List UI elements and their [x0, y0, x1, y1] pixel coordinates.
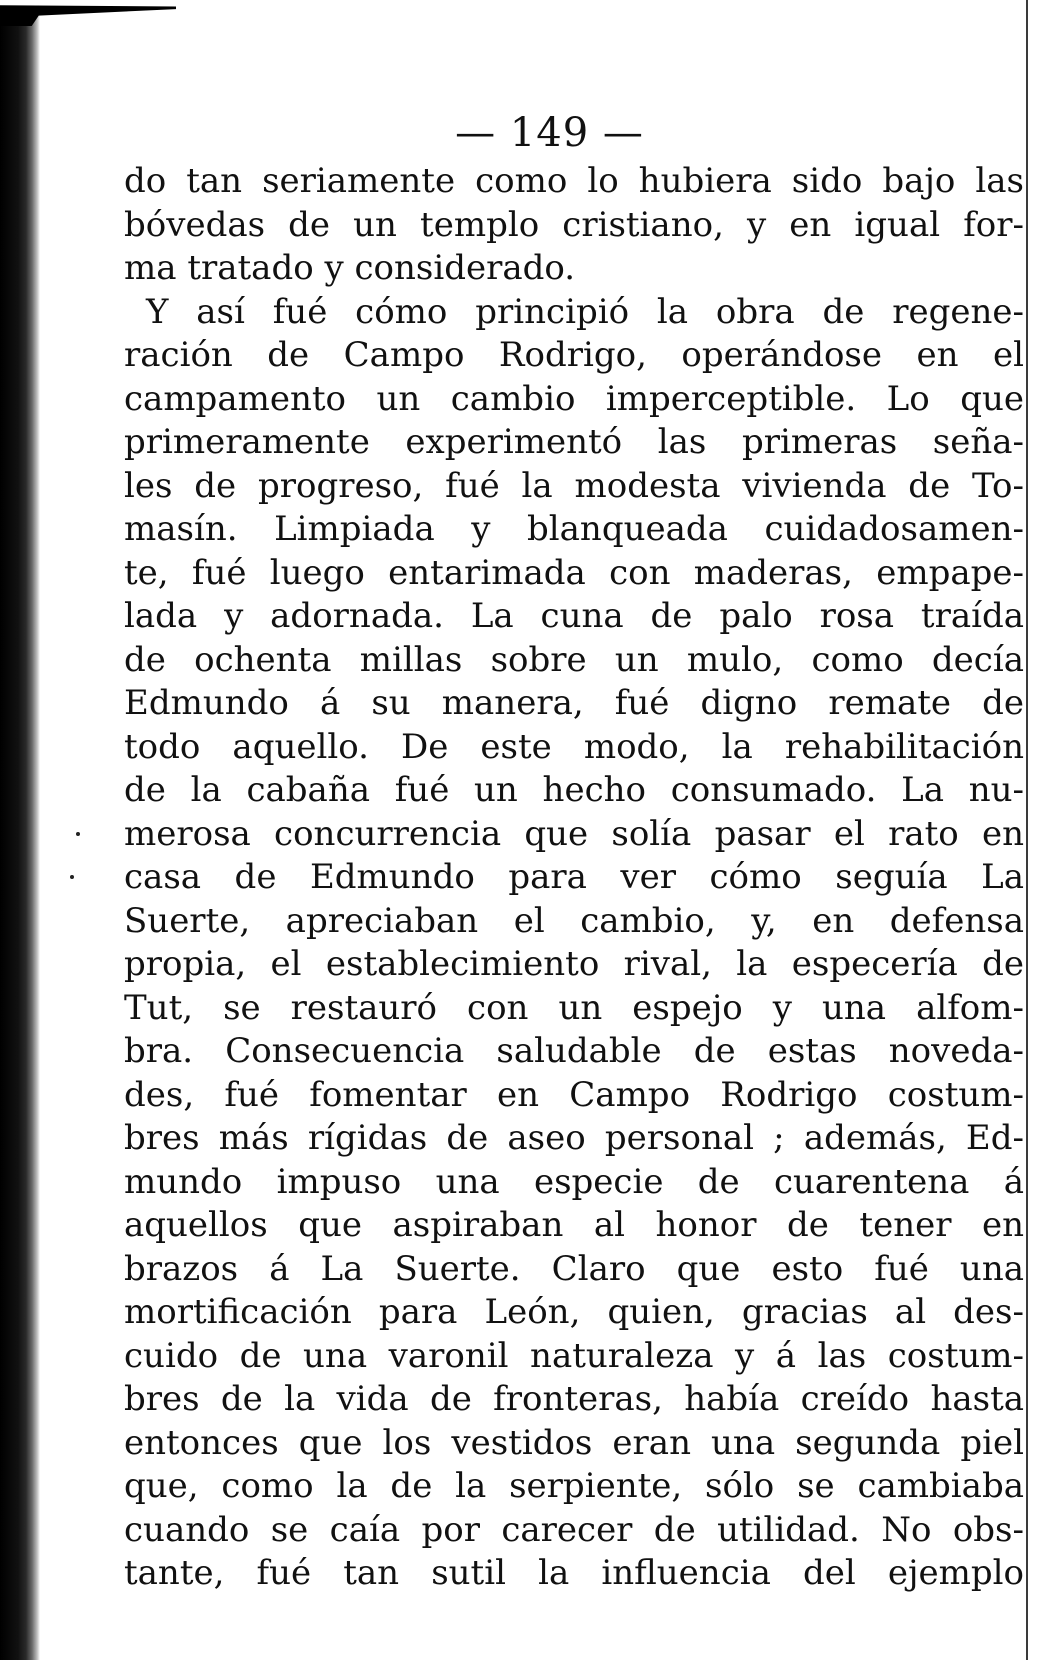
page-number: — 149 —: [455, 110, 644, 156]
text-line: propia, el establecimiento rival, la especería de: [124, 944, 1024, 984]
text-line: des, fué fomentar en Campo Rodrigo costum-: [124, 1074, 1024, 1115]
text-line: lada y adornada. La cuna de palo rosa traída: [124, 596, 1024, 636]
text-line: de la cabaña fué un hecho consumado. La nu-: [124, 770, 1024, 810]
text-line: Tut, se restauró con un espejo y una alfom-: [124, 987, 1024, 1028]
binding-shadow-top: [0, 0, 176, 26]
text-line: cuando se caía por carecer de utilidad. No obs-: [124, 1509, 1024, 1550]
text-line: entonces que los vestidos eran una segunda piel: [124, 1422, 1024, 1463]
text-line: mundo impuso una especie de cuarentena á: [124, 1161, 1024, 1202]
print-speck: [76, 832, 80, 836]
text-line: Edmundo á su manera, fué digno remate de: [124, 683, 1024, 723]
binding-shadow: [0, 14, 40, 1660]
text-line: cuido de una varonil naturaleza y á las costum-: [124, 1335, 1024, 1376]
text-line: les de progreso, fué la modesta vivienda de To-: [124, 465, 1024, 506]
print-speck: [70, 875, 74, 879]
text-line: Y así fué cómo principió la obra de regene-: [146, 291, 1024, 332]
text-line: campamento un cambio imperceptible. Lo que: [124, 378, 1024, 419]
text-line: te, fué luego entarimada con maderas, empape-: [124, 552, 1024, 593]
text-line: que, como la de la serpiente, sólo se cambiaba: [124, 1466, 1024, 1506]
text-line: brazos á La Suerte. Claro que esto fué una: [124, 1248, 1024, 1289]
text-line: ma tratado y considerado.: [124, 248, 576, 288]
text-line: todo aquello. De este modo, la rehabilitación: [124, 726, 1024, 767]
text-line: tante, fué tan sutil la influencia del ejemplo: [124, 1553, 1024, 1593]
text-line: masín. Limpiada y blanqueada cuidadosamen-: [124, 509, 1024, 549]
text-line: bra. Consecuencia saludable de estas noveda-: [124, 1031, 1024, 1071]
text-line: mortificación para León, quien, gracias al des-: [124, 1292, 1024, 1332]
body-text: [124, 160, 1024, 1596]
text-line: casa de Edmundo para ver cómo seguía La: [124, 857, 1024, 897]
page-edge-rule: [1026, 0, 1028, 1660]
text-line: ración de Campo Rodrigo, operándose en el: [124, 335, 1024, 375]
text-line: aquellos que aspiraban al honor de tener en: [124, 1205, 1024, 1245]
text-line: primeramente experimentó las primeras seña-: [124, 422, 1024, 462]
text-line: Suerte, apreciaban el cambio, y, en defensa: [124, 900, 1024, 941]
text-line: de ochenta millas sobre un mulo, como decía: [124, 639, 1024, 680]
text-line: merosa concurrencia que solía pasar el rato en: [124, 813, 1024, 854]
text-line: bóvedas de un templo cristiano, y en igual for-: [124, 204, 1024, 245]
text-line: bres más rígidas de aseo personal ; además, Ed-: [124, 1118, 1024, 1158]
text-line: bres de la vida de fronteras, había creído hasta: [124, 1379, 1024, 1419]
text-line: do tan seriamente como lo hubiera sido bajo las: [124, 161, 1024, 201]
